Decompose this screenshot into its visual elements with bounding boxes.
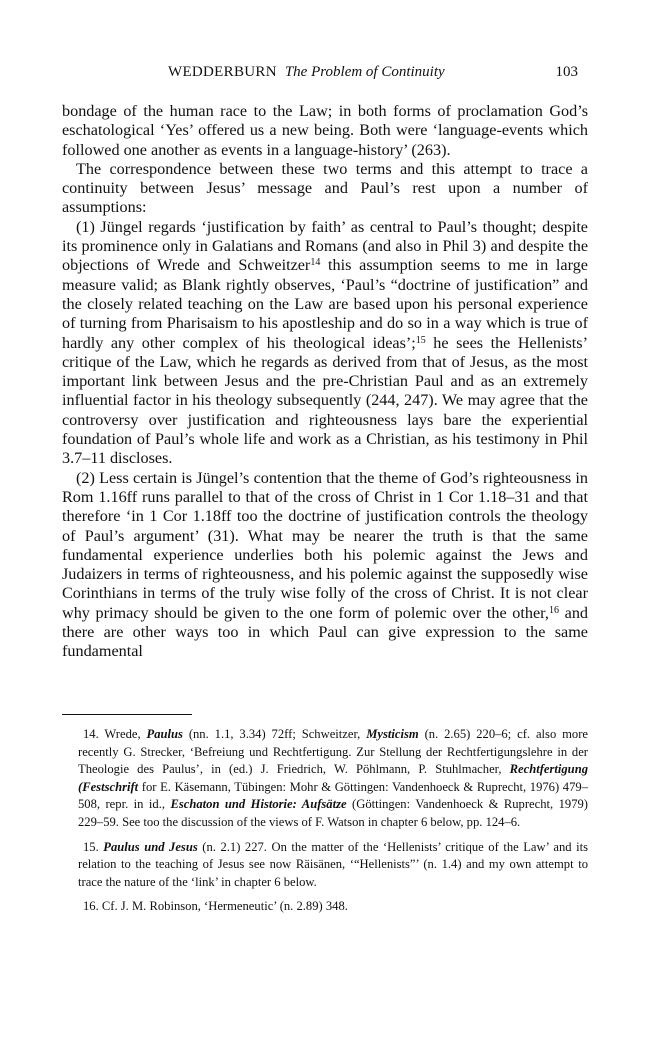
footnote-separator <box>62 714 192 715</box>
footnote-16 <box>78 898 588 916</box>
footnote-text: for E. Käsemann, Tübingen: Mohr & Göttingen: Vandenhoeck & Ruprecht, 1976) 479–508, repr. in id., <box>78 779 588 812</box>
footnote-title: Paulus und Jesus <box>103 839 198 854</box>
footnote-text: (n. 2.65) 220–6; cf. also more recently G. Strecker, ‘Befreiung und Rechtfertigung. Zur Stellung der Rechtfertigungslehre in der Theologie des Paulus’, in (ed.) J. Friedrich, W. Pöhlmann, P. Stuhlmacher, <box>78 727 589 777</box>
footnote-14 <box>78 726 588 832</box>
paragraph-text: (2) Less certain is Jüngel’s contention that the theme of God’s righteousness in Rom 1.16ff runs parallel to that of the cross of Christ in 1 Cor 1.18–31 and that therefore ‘in 1 Cor 1.18ff too the doctrine of justification controls the theology of Paul’s argument’ (31). What may be nearer the truth is that the same fundamental experience underlies both his polemic against the Jews and Judaizers in terms of righteousness, and his polemic against the supposedly wise Corinthians in terms of the truly wise folly of the cross of Christ. It is not clear why primacy should be given to the one form of polemic over the other, <box>62 468 588 622</box>
footnote-ref-14[interactable]: 14 <box>310 257 321 269</box>
paragraph-assumption-2 <box>62 469 588 662</box>
footnote-ref-16[interactable]: 16 <box>548 604 559 616</box>
page-number: 103 <box>555 64 578 80</box>
footnote-title: Rechtfertigung (Festschrift <box>78 762 588 794</box>
paragraph-text: (1) Jüngel regards ‘justification by faith’ as central to Paul’s thought; despite its prominence only in Galatians and Romans (and also in Phil 3) and despite the objections of Wrede and Schweitzer <box>62 217 588 275</box>
paragraph-text: this assumption seems to me in large measure valid; as Blank rightly observes, ‘Paul’s “doctrine of justification” and the closely related teaching on the Law are based upon his personal experience of turning from Pharisaism to his apostleship and do so in a way which is true of hardly any other complex of his theological ideas’; <box>62 256 588 352</box>
paragraph-text: and there are other ways too in which Paul can give expression to the same fundamental <box>62 603 589 661</box>
footnote-text: (Göttingen: Vandenhoeck & Ruprecht, 1979) 229–59. See too the discussion of the views of F. Watson in chapter 6 below, pp. 124–6. <box>78 797 588 829</box>
main-text <box>62 102 588 662</box>
footnote-text: 14. Wrede, <box>83 727 147 741</box>
footnote-title: Mysticism <box>366 727 419 741</box>
footnote-text: (nn. 1.1, 3.34) 72ff; Schweitzer, <box>182 727 367 741</box>
footnote-text: (n. 2.1) 227. On the matter of the ‘Hellenists’ critique of the Law’ and its relation to the teaching of Jesus see now Räisänen, ‘“Hellenists”’ (n. 1.4) and my own attempt to trace the nature of the ‘link’ in chapter 6 below. <box>78 839 589 889</box>
footnote-title: Eschaton und Historie: Aufsätze <box>170 797 347 812</box>
paragraph-assumption-1 <box>62 218 588 469</box>
footnote-ref-15[interactable]: 15 <box>415 334 426 346</box>
footnote-text: 16. Cf. J. M. Robinson, ‘Hermeneutic’ (n. 2.89) 348. <box>83 899 348 914</box>
paragraph-assumptions-intro: The correspondence between these two terms and this attempt to trace a continuity between Jesus’ message and Paul’s rest upon a number of assumptions: <box>62 159 588 217</box>
footnote-15 <box>78 839 588 892</box>
running-head <box>168 62 445 82</box>
running-header <box>62 62 588 82</box>
running-head-author: WEDDERBURN <box>168 64 277 80</box>
footnote-title: Paulus <box>146 727 183 741</box>
footnotes <box>78 726 588 923</box>
footnote-text: 15. <box>83 839 104 854</box>
paragraph-text: he sees the Hellenists’ critique of the Law, which he regards as derived from that of Jesus, as the most important link between Jesus and the pre-Christian Paul and as an extremely influential factor in his theology subsequently (244, 247). We may agree that the controversy over justification and righteousness lays bare the experiential foundation of Paul’s whole life and work as a Christian, as his testimony in Phil 3.7–11 discloses. <box>62 333 588 468</box>
running-head-title: The Problem of Continuity <box>284 64 445 80</box>
paragraph-continued: bondage of the human race to the Law; in both forms of proclamation God’s eschatological ‘Yes’ offered us a new being. Both were ‘language-events which followed one another as events in a language-history’ (263). <box>62 102 588 159</box>
